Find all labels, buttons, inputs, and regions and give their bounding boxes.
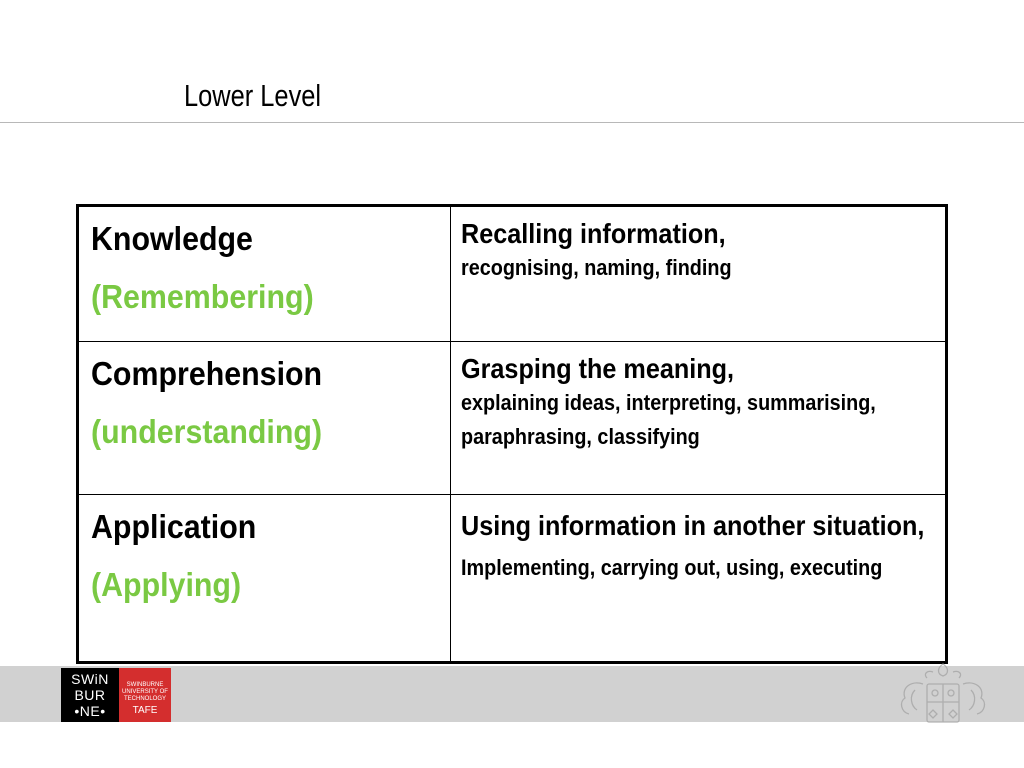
term-alt-label: (understanding) [91, 413, 323, 450]
term-alt-label: (Remembering) [91, 278, 314, 315]
description-sub: Implementing, carrying out, using, executing [461, 555, 883, 580]
description-main: Using information in another situation, [461, 510, 925, 541]
term-cell [78, 495, 451, 663]
term-cell [78, 206, 451, 342]
logo-line: BUR [74, 687, 106, 703]
table-row [78, 206, 947, 342]
description-sub: recognising, naming, finding [461, 255, 732, 280]
description-main: Recalling information, [461, 218, 726, 249]
crest-icon [893, 662, 993, 724]
logo-wordmark [61, 668, 119, 722]
table-row [78, 495, 947, 663]
logo-red-line: SWINBURNE [126, 682, 164, 688]
term-label: Knowledge [91, 220, 253, 257]
description-cell [451, 342, 947, 495]
description-sub: explaining ideas, interpreting, summarising, paraphrasing, classifying [461, 390, 876, 449]
logo-red-line: TECHNOLOGY [123, 696, 166, 702]
description-cell [451, 206, 947, 342]
description-cell [451, 495, 947, 663]
logo-red-line: UNIVERSITY OF [122, 689, 168, 695]
swinburne-logo [61, 668, 171, 722]
title-divider [0, 122, 1024, 123]
logo-tafe-label: TAFE [132, 705, 158, 716]
logo-line: •NE• [74, 703, 106, 719]
term-alt-label: (Applying) [91, 566, 242, 603]
term-label: Application [91, 508, 257, 545]
logo-tafe-block [119, 668, 171, 722]
term-cell [78, 342, 451, 495]
description-main: Grasping the meaning, [461, 353, 735, 384]
slide-title: Lower Level [184, 78, 322, 113]
term-label: Comprehension [91, 355, 323, 392]
levels-table [76, 204, 948, 664]
table-row [78, 342, 947, 495]
logo-line: SWiN [71, 671, 109, 687]
